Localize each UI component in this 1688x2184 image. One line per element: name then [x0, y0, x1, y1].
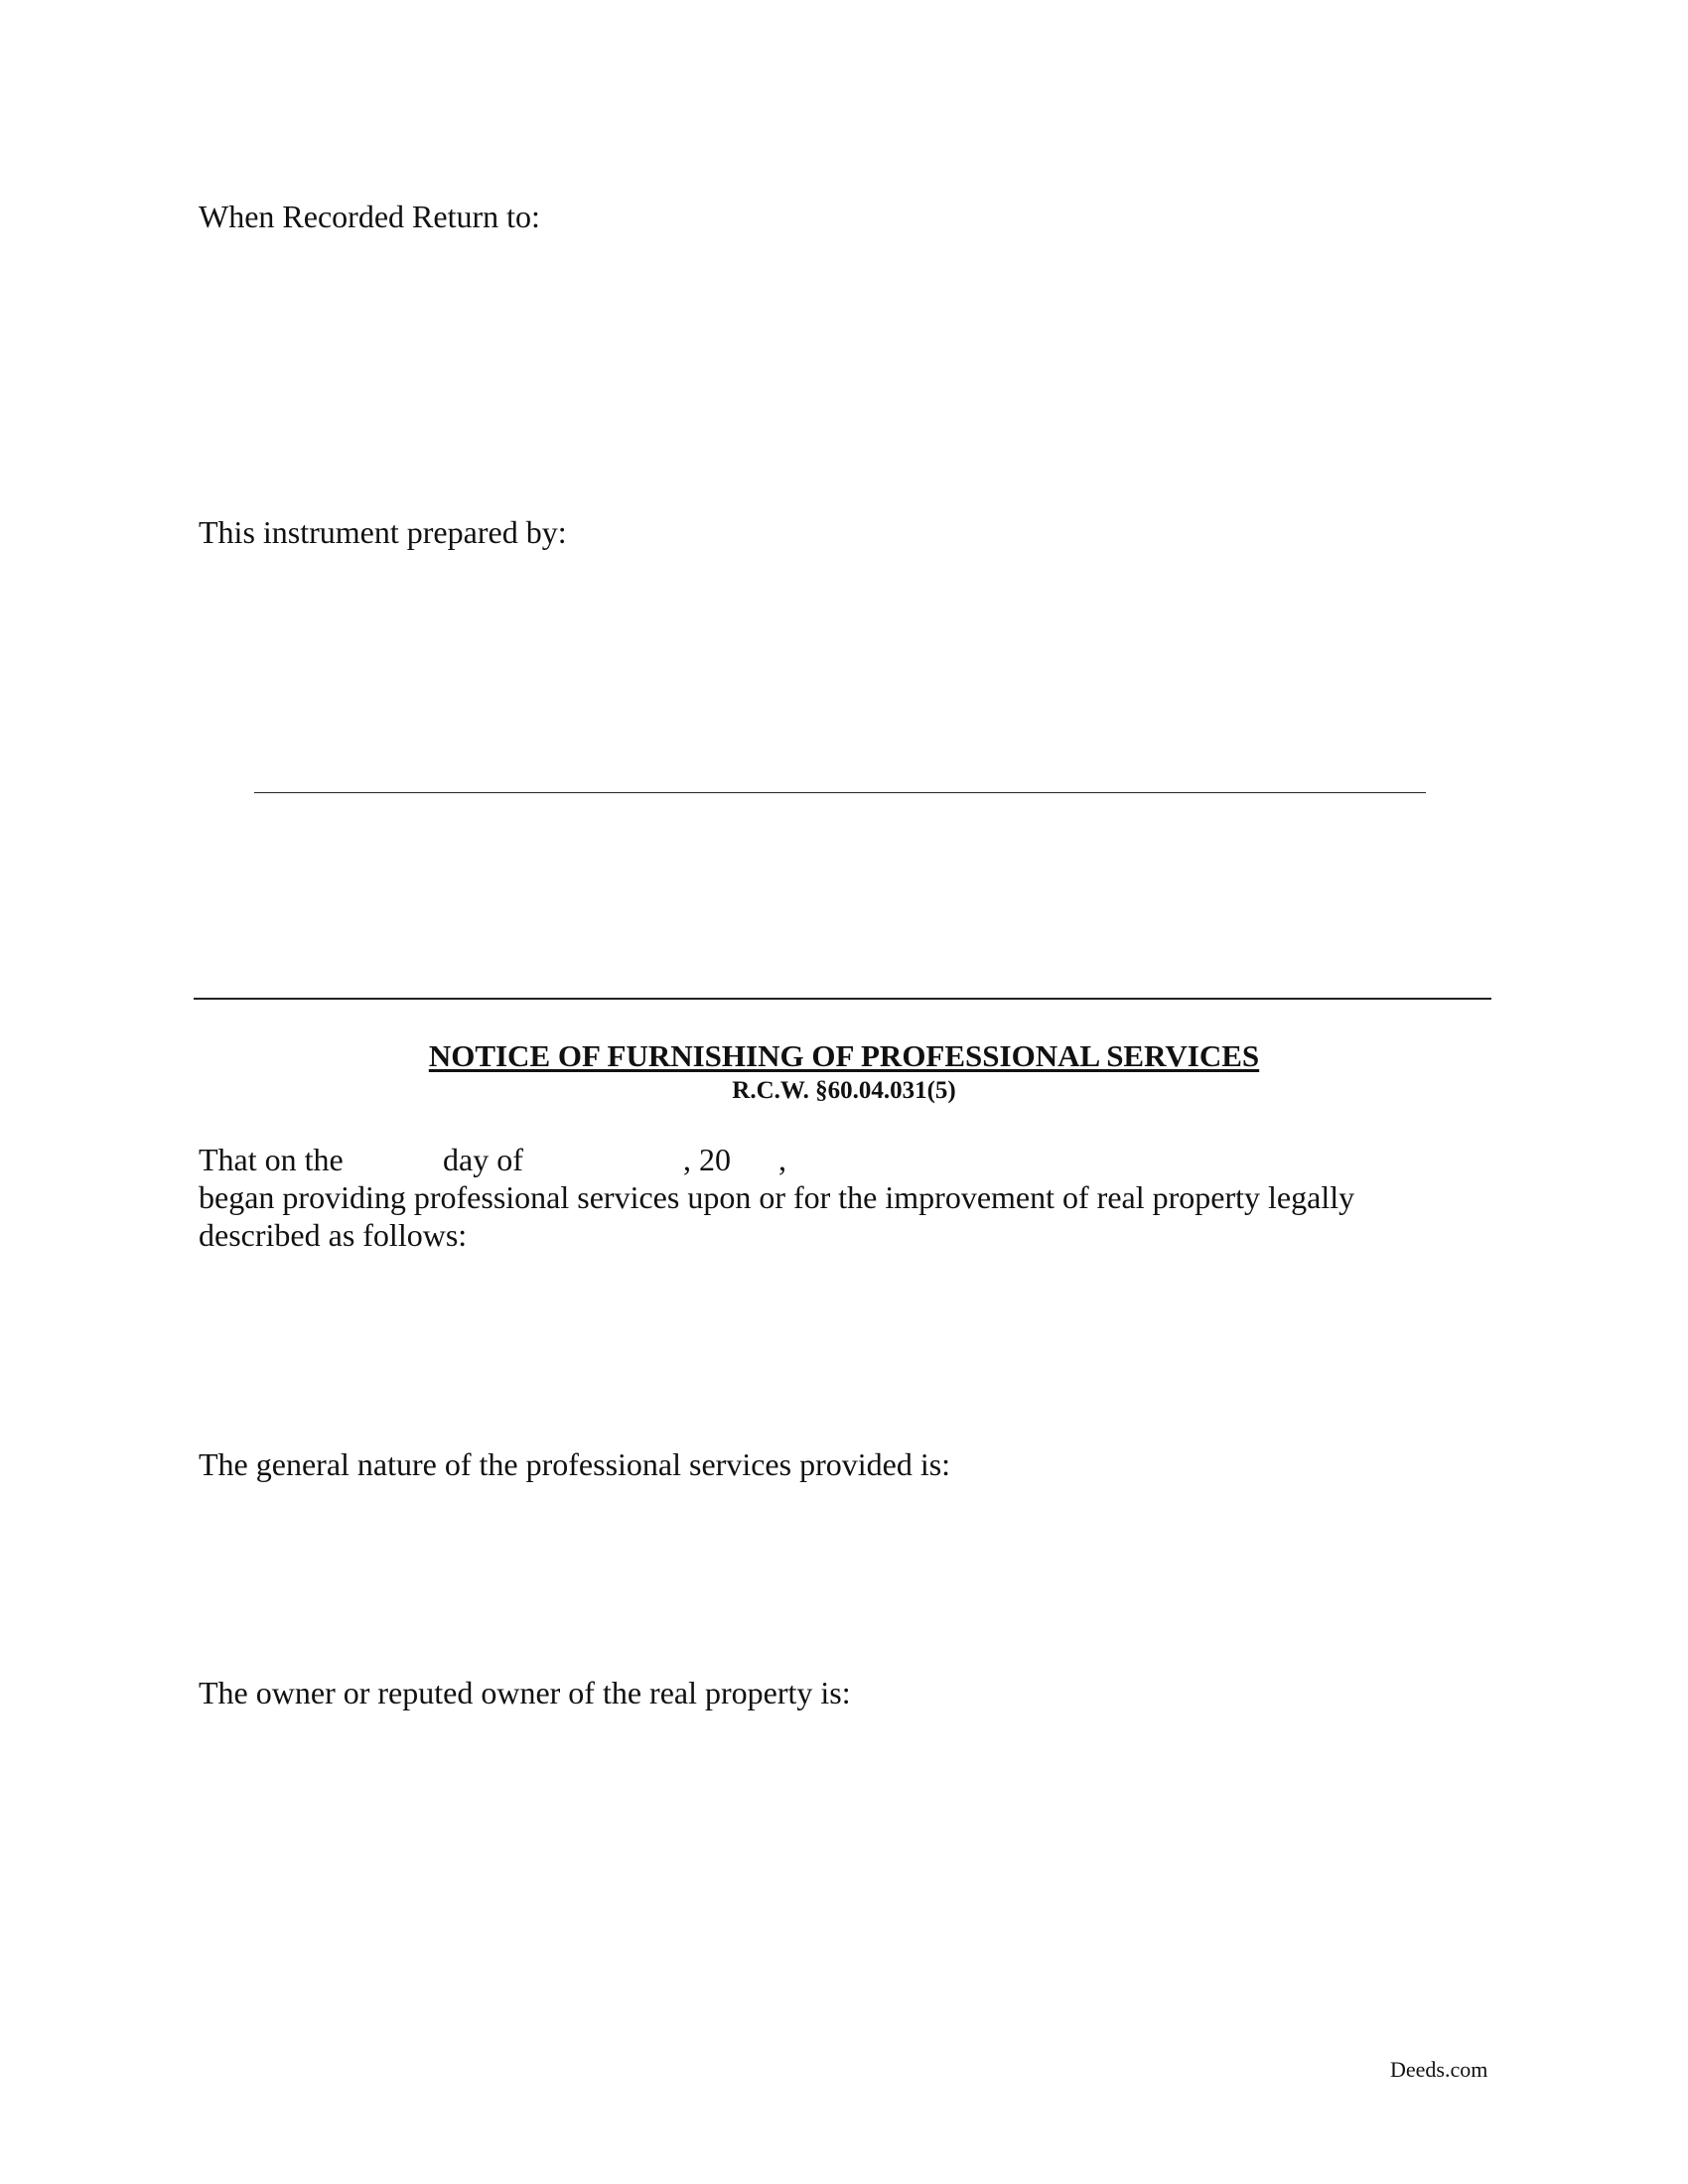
footer-brand: Deeds.com — [1390, 2057, 1488, 2082]
date-line-year-prefix: , 20 — [683, 1142, 731, 1177]
date-line-comma: , — [778, 1142, 786, 1177]
document-title: NOTICE OF FURNISHING OF PROFESSIONAL SERVICES — [428, 1038, 1260, 1073]
statute-citation: R.C.W. §60.04.031(5) — [732, 1077, 956, 1104]
legal-description-line-2: described as follows: — [199, 1217, 468, 1253]
recording-area-divider — [194, 998, 1491, 1000]
date-line-day-of: day of — [443, 1142, 523, 1177]
services-nature-label: The general nature of the professional services provided is: — [199, 1446, 951, 1482]
legal-description-line-1: began providing professional services upon or for the improvement of real property legally — [199, 1179, 1355, 1215]
legal-description-intro — [199, 1178, 1489, 1254]
prepared-by-label: This instrument prepared by: — [199, 514, 567, 550]
prepared-by-signature-line — [254, 792, 1426, 793]
property-owner-label: The owner or reputed owner of the real property is: — [199, 1675, 851, 1710]
date-line-prefix: That on the — [199, 1142, 344, 1177]
return-to-label: When Recorded Return to: — [199, 199, 540, 234]
